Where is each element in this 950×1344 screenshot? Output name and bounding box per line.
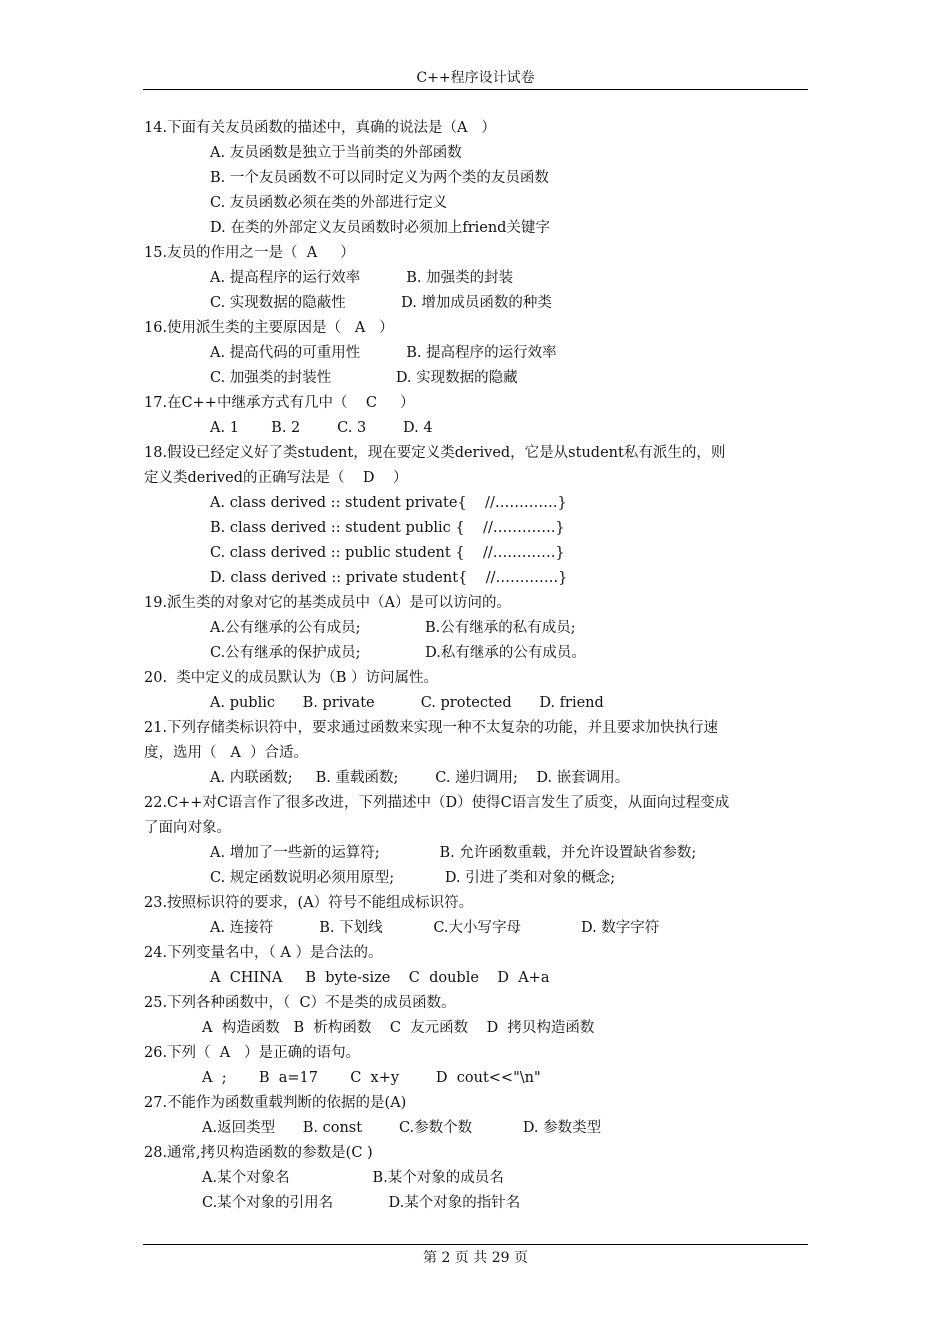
option-line: C. 实现数据的隐蔽性 D. 增加成员函数的种类 xyxy=(210,295,552,311)
option-line: A. public B. private C. protected D. friend xyxy=(210,695,604,711)
option-line: A. 友员函数是独立于当前类的外部函数 xyxy=(210,145,462,161)
option-line: C. 规定函数说明必须用原型; D. 引进了类和对象的概念; xyxy=(210,870,616,886)
question-23: 23.按照标识符的要求，(A）符号不能组成标识符。 xyxy=(144,895,474,911)
option-line: A. 提高代码的可重用性 B. 提高程序的运行效率 xyxy=(210,345,557,361)
question-21: 21.下列存储类标识符中，要求通过函数来实现一种不太复杂的功能，并且要求加快执行速 xyxy=(144,720,719,736)
option-line: D. class derived :: private student{ //………….} xyxy=(210,570,568,586)
option-line: A.公有继承的公有成员; B.公有继承的私有成员; xyxy=(210,620,576,636)
question-18: 18.假设已经定义好了类student，现在要定义类derived，它是从student私有派生的，则 xyxy=(144,445,726,461)
option-line: A. class derived :: student private{ //………….} xyxy=(210,495,567,511)
header-divider xyxy=(143,89,808,90)
option-line: A.返回类型 B. const C.参数个数 D. 参数类型 xyxy=(202,1120,602,1136)
question-17: 17.在C++中继承方式有几中（ C ） xyxy=(144,395,415,411)
option-line: A.某个对象名 B.某个对象的成员名 xyxy=(202,1170,504,1186)
option-line: C.某个对象的引用名 D.某个对象的指针名 xyxy=(202,1195,521,1211)
question-22-cont: 了面向对象。 xyxy=(144,820,231,836)
question-25: 25.下列各种函数中，（ C）不是类的成员函数。 xyxy=(144,995,456,1011)
question-22: 22.C++对C语言作了很多改进，下列描述中（D）使得C语言发生了质变，从面向过程变成 xyxy=(144,795,730,811)
question-14: 14.下面有关友员函数的描述中，真确的说法是（A ） xyxy=(144,120,496,136)
question-24: 24.下列变量名中，（ A ）是合法的。 xyxy=(144,945,383,961)
question-26: 26.下列（ A ）是正确的语句。 xyxy=(144,1045,361,1061)
question-19: 19.派生类的对象对它的基类成员中（A）是可以访问的。 xyxy=(144,595,512,611)
option-line: C. 加强类的封装性 D. 实现数据的隐藏 xyxy=(210,370,518,386)
question-15: 15.友员的作用之一是（ A ） xyxy=(144,245,355,261)
option-line: A. 连接符 B. 下划线 C.大小写字母 D. 数字字符 xyxy=(210,920,660,936)
option-line: A. 1 B. 2 C. 3 D. 4 xyxy=(210,420,433,436)
option-line: A. 内联函数; B. 重载函数; C. 递归调用; D. 嵌套调用。 xyxy=(210,770,630,786)
question-20: 20. 类中定义的成员默认为（B ）访问属性。 xyxy=(144,670,439,686)
option-line: B. 一个友员函数不可以同时定义为两个类的友员函数 xyxy=(210,170,549,186)
option-line: D. 在类的外部定义友员函数时必须加上friend关键字 xyxy=(210,220,550,236)
question-27: 27.不能作为函数重载判断的依据的是(A) xyxy=(144,1095,407,1111)
option-line: A. 增加了一些新的运算符; B. 允许函数重载，并允许设置缺省参数; xyxy=(210,845,697,861)
option-line: A CHINA B byte-size C double D A+a xyxy=(210,970,550,986)
option-line: A 构造函数 B 析构函数 C 友元函数 D 拷贝构造函数 xyxy=(202,1020,595,1036)
page-header: C++程序设计试卷 xyxy=(416,70,535,86)
option-line: A. 提高程序的运行效率 B. 加强类的封装 xyxy=(210,270,514,286)
option-line: C.公有继承的保护成员; D.私有继承的公有成员。 xyxy=(210,645,586,661)
question-21-cont: 度，选用（ A ）合适。 xyxy=(144,745,309,761)
option-line: B. class derived :: student public { //………….} xyxy=(210,520,565,536)
question-28: 28.通常,拷贝构造函数的参数是(C ) xyxy=(144,1145,373,1161)
question-16: 16.使用派生类的主要原因是（ A ） xyxy=(144,320,394,336)
page-footer: 第 2 页 共 29 页 xyxy=(423,1250,528,1266)
question-18-cont: 定义类derived的正确写法是（ D ） xyxy=(144,470,408,486)
option-line: A ; B a=17 C x+y D cout<<"\n" xyxy=(202,1070,541,1086)
option-line: C. 友员函数必须在类的外部进行定义 xyxy=(210,195,448,211)
option-line: C. class derived :: public student { //………….} xyxy=(210,545,565,561)
footer-divider xyxy=(143,1244,808,1245)
